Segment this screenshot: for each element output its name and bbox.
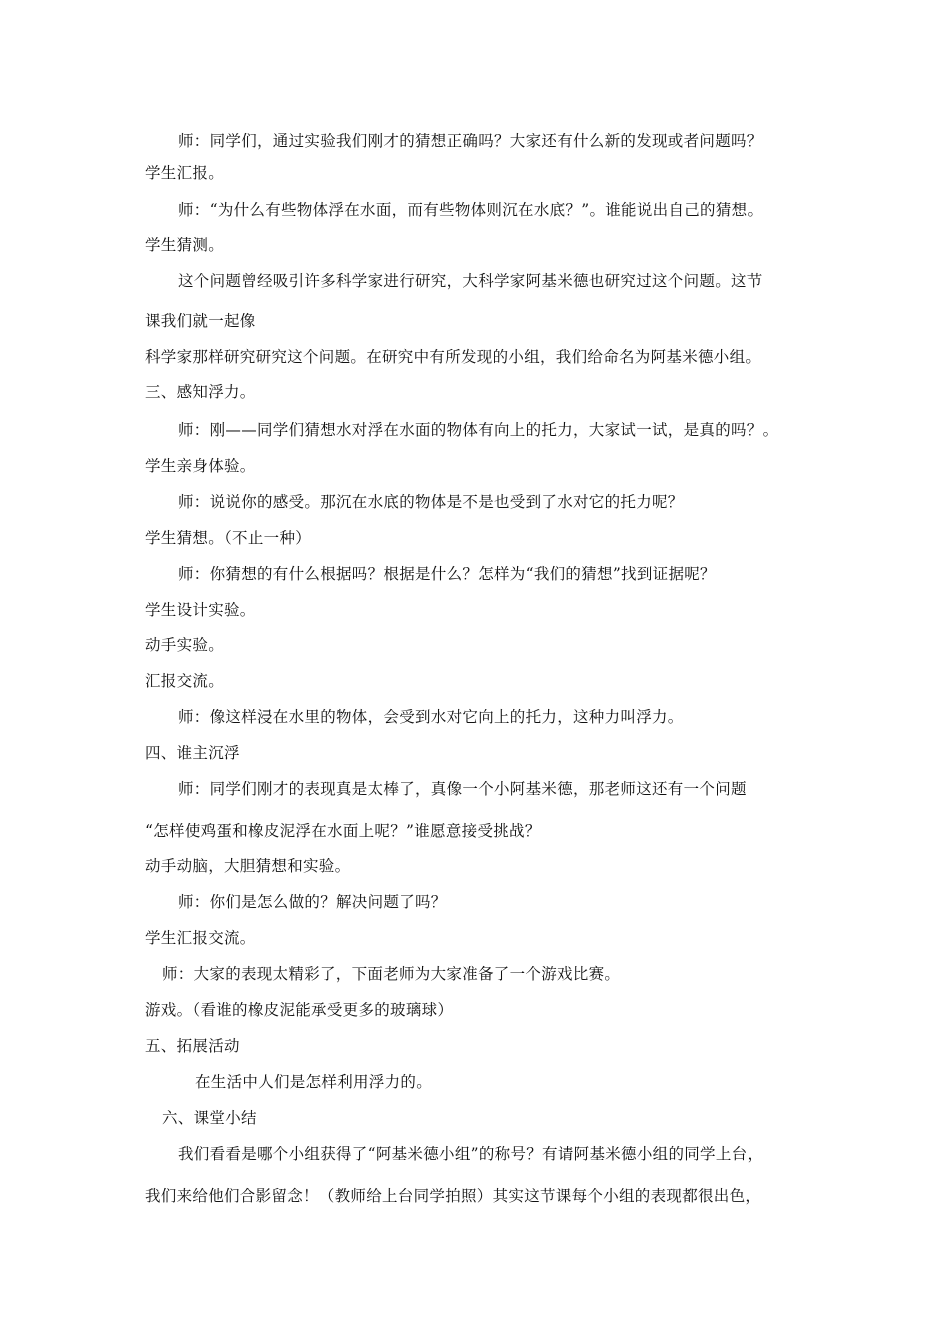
paragraph-line: 师：同学们刚才的表现真是太棒了，真像一个小阿基米德，那老师这还有一个问题	[178, 780, 747, 798]
paragraph-line: 汇报交流。	[145, 672, 225, 690]
paragraph-line: 师：“为什么有些物体浮在水面，而有些物体则沉在水底？”。谁能说出自己的猜想。	[178, 201, 764, 219]
section-heading: 四、谁主沉浮	[145, 744, 240, 762]
paragraph-line: 游戏。（看谁的橡皮泥能承受更多的玻璃球）	[145, 1001, 454, 1019]
paragraph-line: 动手实验。	[145, 636, 225, 654]
paragraph-line: 学生汇报交流。	[145, 929, 256, 947]
paragraph-line: 在生活中人们是怎样利用浮力的。	[195, 1073, 433, 1091]
section-heading: 三、感知浮力。	[145, 383, 256, 401]
paragraph-line: 师：大家的表现太精彩了，下面老师为大家准备了一个游戏比赛。	[162, 965, 621, 983]
paragraph-line: 师：你们是怎么做的？解决问题了吗？	[178, 893, 447, 911]
paragraph-line: 学生汇报。	[145, 164, 225, 182]
paragraph-line: 师：刚——同学们猜想水对浮在水面的物体有向上的托力，大家试一试，是真的吗？。	[178, 421, 779, 439]
section-heading: 五、拓展活动	[145, 1037, 240, 1055]
paragraph-line: 学生猜测。	[145, 236, 225, 254]
paragraph-line: 学生设计实验。	[145, 601, 256, 619]
paragraph-line: 学生猜想。（不止一种）	[145, 529, 312, 547]
paragraph-line: 师：同学们，通过实验我们刚才的猜想正确吗？大家还有什么新的发现或者问题吗？	[178, 132, 763, 150]
paragraph-line: 动手动脑，大胆猜想和实验。	[145, 857, 351, 875]
paragraph-line: 课我们就一起像	[145, 312, 256, 330]
paragraph-line: 学生亲身体验。	[145, 457, 256, 475]
paragraph-line: “怎样使鸡蛋和橡皮泥浮在水面上呢？”谁愿意接受挑战？	[145, 822, 541, 840]
paragraph-line: 师：说说你的感受。那沉在水底的物体是不是也受到了水对它的托力呢？	[178, 493, 684, 511]
paragraph-line: 我们来给他们合影留念！（教师给上台同学拍照）其实这节课每个小组的表现都很出色，	[145, 1187, 762, 1205]
paragraph-line: 师：你猜想的有什么根据吗？根据是什么？怎样为“我们的猜想”找到证据呢？	[178, 565, 716, 583]
paragraph-line: 这个问题曾经吸引许多科学家进行研究，大科学家阿基米德也研究过这个问题。这节	[178, 272, 763, 290]
paragraph-line: 科学家那样研究研究这个问题。在研究中有所发现的小组，我们给命名为阿基米德小组。	[145, 348, 762, 366]
paragraph-line: 我们看看是哪个小组获得了“阿基米德小组”的称号？有请阿基米德小组的同学上台，	[178, 1145, 764, 1163]
section-heading: 六、课堂小结	[162, 1109, 257, 1127]
paragraph-line: 师：像这样浸在水里的物体，会受到水对它向上的托力，这种力叫浮力。	[178, 708, 684, 726]
